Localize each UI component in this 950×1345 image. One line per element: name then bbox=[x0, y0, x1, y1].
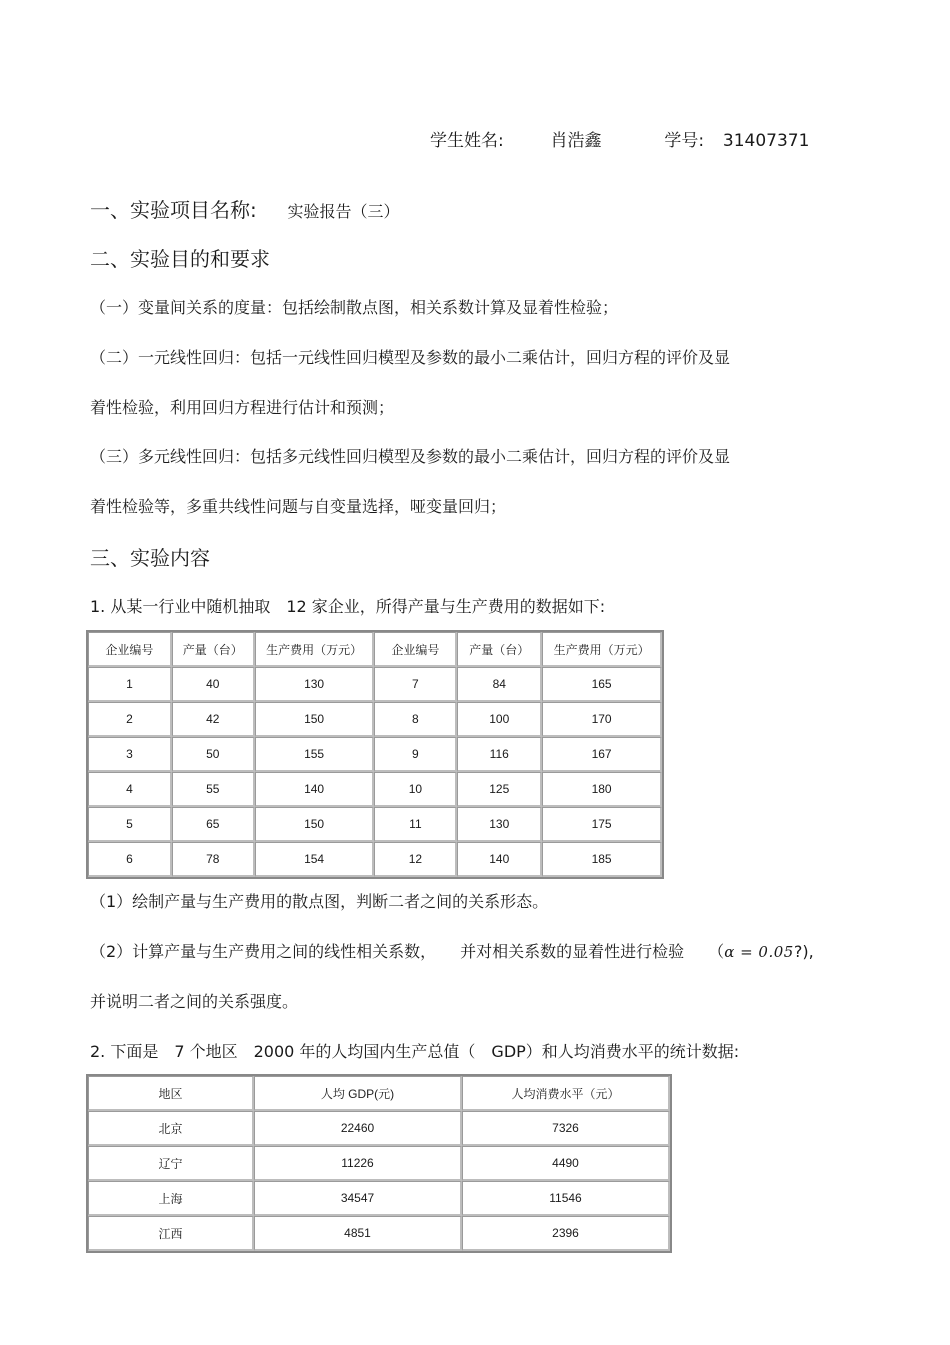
table-cell: 2 bbox=[88, 702, 172, 737]
table-header-row bbox=[88, 632, 662, 667]
table-cell: 4490 bbox=[462, 1146, 670, 1181]
table-cell: 辽宁 bbox=[88, 1146, 254, 1181]
project-name: 实验报告（三） bbox=[287, 202, 400, 221]
table-header-cell: 产量（台） bbox=[172, 632, 255, 667]
table-cell: 上海 bbox=[88, 1181, 254, 1216]
table-cell: 2396 bbox=[462, 1216, 670, 1251]
table-cell: 185 bbox=[542, 842, 662, 877]
table-cell: 10 bbox=[374, 772, 457, 807]
table-header-cell: 生产费用（万元） bbox=[542, 632, 662, 667]
student-name-label: 学生姓名: bbox=[430, 131, 504, 151]
table-header-cell: 企业编号 bbox=[88, 632, 172, 667]
table-cell: 84 bbox=[457, 667, 542, 702]
table-cell: 34547 bbox=[254, 1181, 462, 1216]
table-cell: 100 bbox=[457, 702, 542, 737]
table-cell: 7326 bbox=[462, 1111, 670, 1146]
question1-intro: 1. 从某一行业中随机抽取 12 家企业，所得产量与生产费用的数据如下: bbox=[90, 597, 606, 616]
table-cell: 180 bbox=[542, 772, 662, 807]
question1-part1: （1）绘制产量与生产费用的散点图，判断二者之间的关系形态。 bbox=[90, 892, 549, 911]
section2-heading: 二、实验目的和要求 bbox=[90, 247, 270, 271]
table-cell: 170 bbox=[542, 702, 662, 737]
table-cell: 78 bbox=[172, 842, 255, 877]
objective-item-2-line1: （二）一元线性回归：包括一元线性回归模型及参数的最小二乘估计，回归方程的评价及显 bbox=[90, 348, 731, 367]
table-row bbox=[88, 702, 662, 737]
table-cell: 55 bbox=[172, 772, 255, 807]
table-cell: 4 bbox=[88, 772, 172, 807]
table-cell: 154 bbox=[255, 842, 375, 877]
objective-item-1: （一）变量间关系的度量：包括绘制散点图，相关系数计算及显着性检验； bbox=[90, 298, 619, 317]
table-cell: 40 bbox=[172, 667, 255, 702]
student-id-value: 31407371 bbox=[722, 131, 810, 151]
table-cell: 65 bbox=[172, 807, 255, 842]
table-cell: 50 bbox=[172, 737, 255, 772]
alpha-formula: α = 0.05 bbox=[724, 943, 794, 961]
table-cell: 8 bbox=[374, 702, 457, 737]
table-cell: 150 bbox=[255, 702, 375, 737]
table-cell: 北京 bbox=[88, 1111, 254, 1146]
table-cell: 130 bbox=[255, 667, 375, 702]
table-cell: 江西 bbox=[88, 1216, 254, 1251]
table-cell: 165 bbox=[542, 667, 662, 702]
table-cell: 7 bbox=[374, 667, 457, 702]
table-row bbox=[88, 1181, 670, 1216]
student-info bbox=[430, 126, 809, 151]
objective-item-3-line2: 着性检验等，多重共线性问题与自变量选择，哑变量回归； bbox=[90, 497, 507, 516]
table-row bbox=[88, 737, 662, 772]
table-header-cell: 人均 GDP(元) bbox=[254, 1076, 462, 1111]
table-cell: 6 bbox=[88, 842, 172, 877]
table-cell: 155 bbox=[255, 737, 375, 772]
table-cell: 11226 bbox=[254, 1146, 462, 1181]
table-cell: 140 bbox=[255, 772, 375, 807]
production-cost-table bbox=[86, 630, 664, 879]
table-cell: 3 bbox=[88, 737, 172, 772]
student-name-value: 肖浩鑫 bbox=[550, 131, 602, 151]
table-header-cell: 人均消费水平（元） bbox=[462, 1076, 670, 1111]
section1-heading: 一、实验项目名称: 实验报告（三） bbox=[90, 198, 400, 222]
gdp-consumption-table bbox=[86, 1074, 672, 1253]
question1-part2: （2）计算产量与生产费用之间的线性相关系数， 并对相关系数的显着性进行检验 （α = 0.05?), bbox=[90, 942, 814, 961]
table-cell: 12 bbox=[374, 842, 457, 877]
table-row bbox=[88, 1146, 670, 1181]
table-cell: 4851 bbox=[254, 1216, 462, 1251]
table-cell: 9 bbox=[374, 737, 457, 772]
table-cell: 11 bbox=[374, 807, 457, 842]
question2-intro: 2. 下面是 7 个地区 2000 年的人均国内生产总值（ GDP）和人均消费水平的统计数据: bbox=[90, 1042, 740, 1061]
table-cell: 5 bbox=[88, 807, 172, 842]
table-row bbox=[88, 807, 662, 842]
table-header-cell: 产量（台） bbox=[457, 632, 542, 667]
table-cell: 125 bbox=[457, 772, 542, 807]
table-cell: 22460 bbox=[254, 1111, 462, 1146]
table-cell: 11546 bbox=[462, 1181, 670, 1216]
objective-item-3-line1: （三）多元线性回归：包括多元线性回归模型及参数的最小二乘估计，回归方程的评价及显 bbox=[90, 447, 731, 466]
table-row bbox=[88, 842, 662, 877]
table-row bbox=[88, 667, 662, 702]
table-cell: 1 bbox=[88, 667, 172, 702]
table-header-cell: 企业编号 bbox=[374, 632, 457, 667]
question1-part2-line2: 并说明二者之间的关系强度。 bbox=[90, 992, 299, 1011]
table-header-cell: 地区 bbox=[88, 1076, 254, 1111]
table-cell: 130 bbox=[457, 807, 542, 842]
table-cell: 140 bbox=[457, 842, 542, 877]
section3-heading: 三、实验内容 bbox=[90, 546, 210, 570]
table-cell: 116 bbox=[457, 737, 542, 772]
table-row bbox=[88, 1216, 670, 1251]
table-header-cell: 生产费用（万元） bbox=[255, 632, 375, 667]
table-header-row bbox=[88, 1076, 670, 1111]
objective-item-2-line2: 着性检验，利用回归方程进行估计和预测； bbox=[90, 398, 395, 417]
table-cell: 150 bbox=[255, 807, 375, 842]
table-cell: 175 bbox=[542, 807, 662, 842]
table-row bbox=[88, 772, 662, 807]
student-id-label: 学号: bbox=[664, 131, 705, 151]
table-row bbox=[88, 1111, 670, 1146]
table-cell: 42 bbox=[172, 702, 255, 737]
table-cell: 167 bbox=[542, 737, 662, 772]
